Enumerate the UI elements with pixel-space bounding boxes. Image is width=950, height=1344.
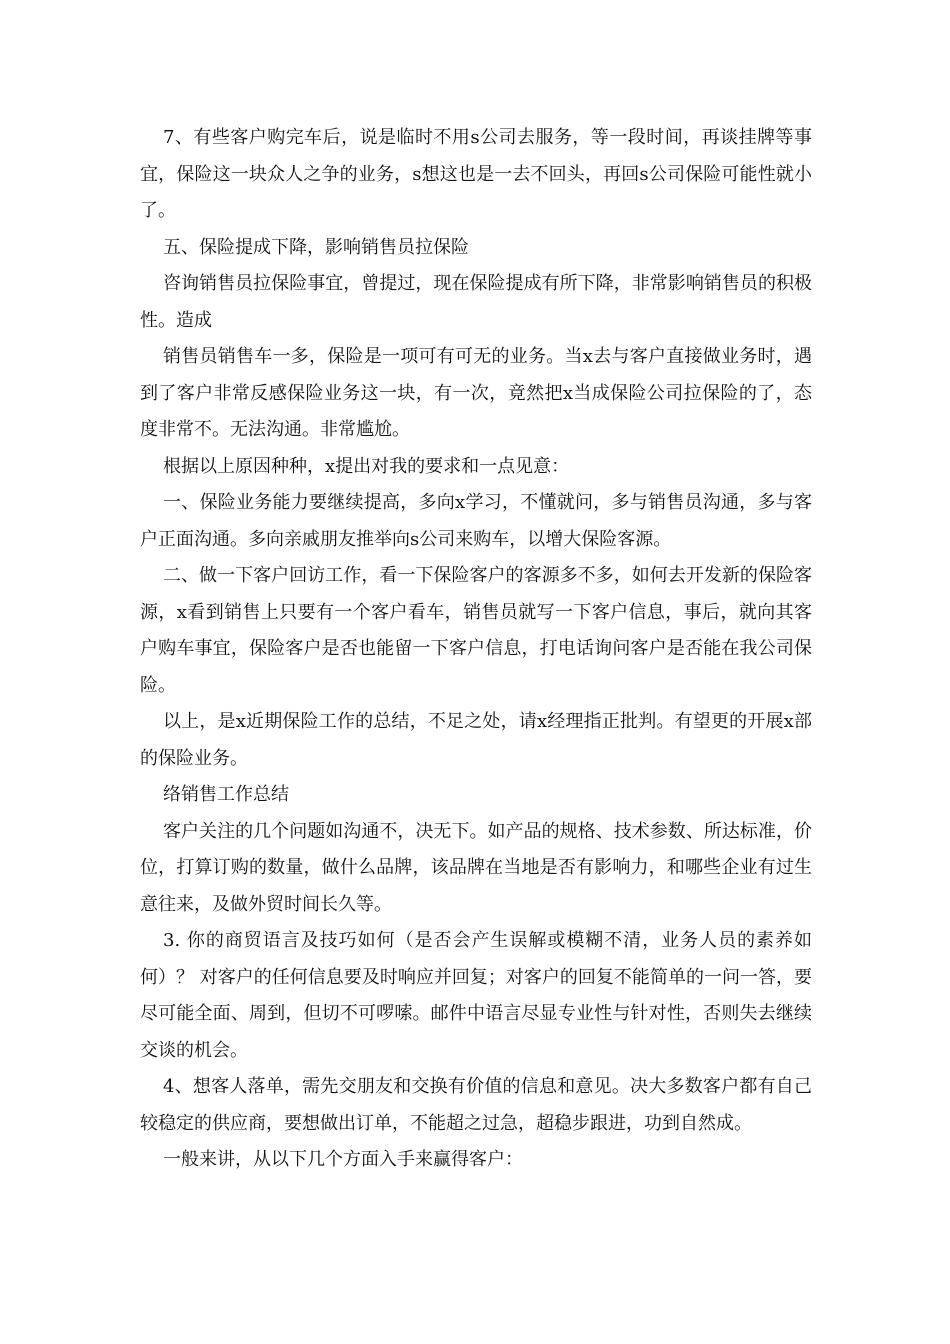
paragraph-point-two: 二、做一下客户回访工作，看一下保险客户的客源多不多，如何去开发新的保险客源，x看到销售上只要有一个客户看车，销售员就写一下客户信息，事后，就向其客户购车事宜，保险客户是否也能留一下客户信息，打电话询问客户是否能在我公司保险。 xyxy=(140,565,812,696)
section-heading-commission: 五、保险提成下降，影响销售员拉保险 xyxy=(163,236,469,258)
paragraph-point-3: 3. 你的商贸语言及技巧如何（是否会产生误解或模糊不清，业务人员的素养如何）？ 对客户的任何信息要及时响应并回复；对客户的回复不能简单的一问一答，要尽可能全面、周到，但切不可啰嗦。邮件中语言尽显专业性与针对性，否则失去继续交谈的机会。 xyxy=(140,930,812,1061)
paragraph-customer-concerns: 客户关注的几个问题如沟通不，决无下。如产品的规格、技术参数、所达标准，价位，打算订购的数量，做什么品牌，该品牌在当地是否有影响力，和哪些企业有过生意往来，及做外贸时间长久等。 xyxy=(140,820,812,915)
paragraph-conclusion: 以上，是x近期保险工作的总结，不足之处，请x经理指正批判。有望更的开展x部的保险业务。 xyxy=(140,711,812,769)
paragraph-win-customers: 一般来讲，从以下几个方面入手来赢得客户： xyxy=(163,1149,523,1170)
paragraph-item-7: 7、有些客户购完车后，说是临时不用s公司去服务，等一段时间，再谈挂牌等事宜，保险这一块众人之争的业务，s想这也是一去不回头，再回s公司保险可能性就小了。 xyxy=(140,127,812,221)
paragraph-point-one: 一、保险业务能力要继续提高，多向x学习，不懂就问，多与销售员沟通，多与客户正面沟通。多向亲戚朋友推举向s公司来购车，以增大保险客源。 xyxy=(140,492,812,550)
paragraph-reasons: 根据以上原因种种，x提出对我的要求和一点见意： xyxy=(163,455,570,477)
paragraph-point-4: 4、想客人落单，需先交朋友和交换有价值的信息和意见。决大多数客户都有自己较稳定的供应商，要想做出订单，不能超之过急，超稳步跟进，功到自然成。 xyxy=(140,1076,812,1134)
paragraph-consult: 咨询销售员拉保险事宜，曾提过，现在保险提成有所下降，非常影响销售员的积极性。造成 xyxy=(140,273,812,331)
document-body xyxy=(140,120,812,1179)
section-heading-online-sales: 络销售工作总结 xyxy=(163,784,289,805)
paragraph-salesperson: 销售员销售车一多，保险是一项可有可无的业务。当x去与客户直接做业务时，遇到了客户非常反感保险业务这一块，有一次，竟然把x当成保险公司拉保险的了，态度非常不。无法沟通。非常尴尬。 xyxy=(140,346,812,440)
